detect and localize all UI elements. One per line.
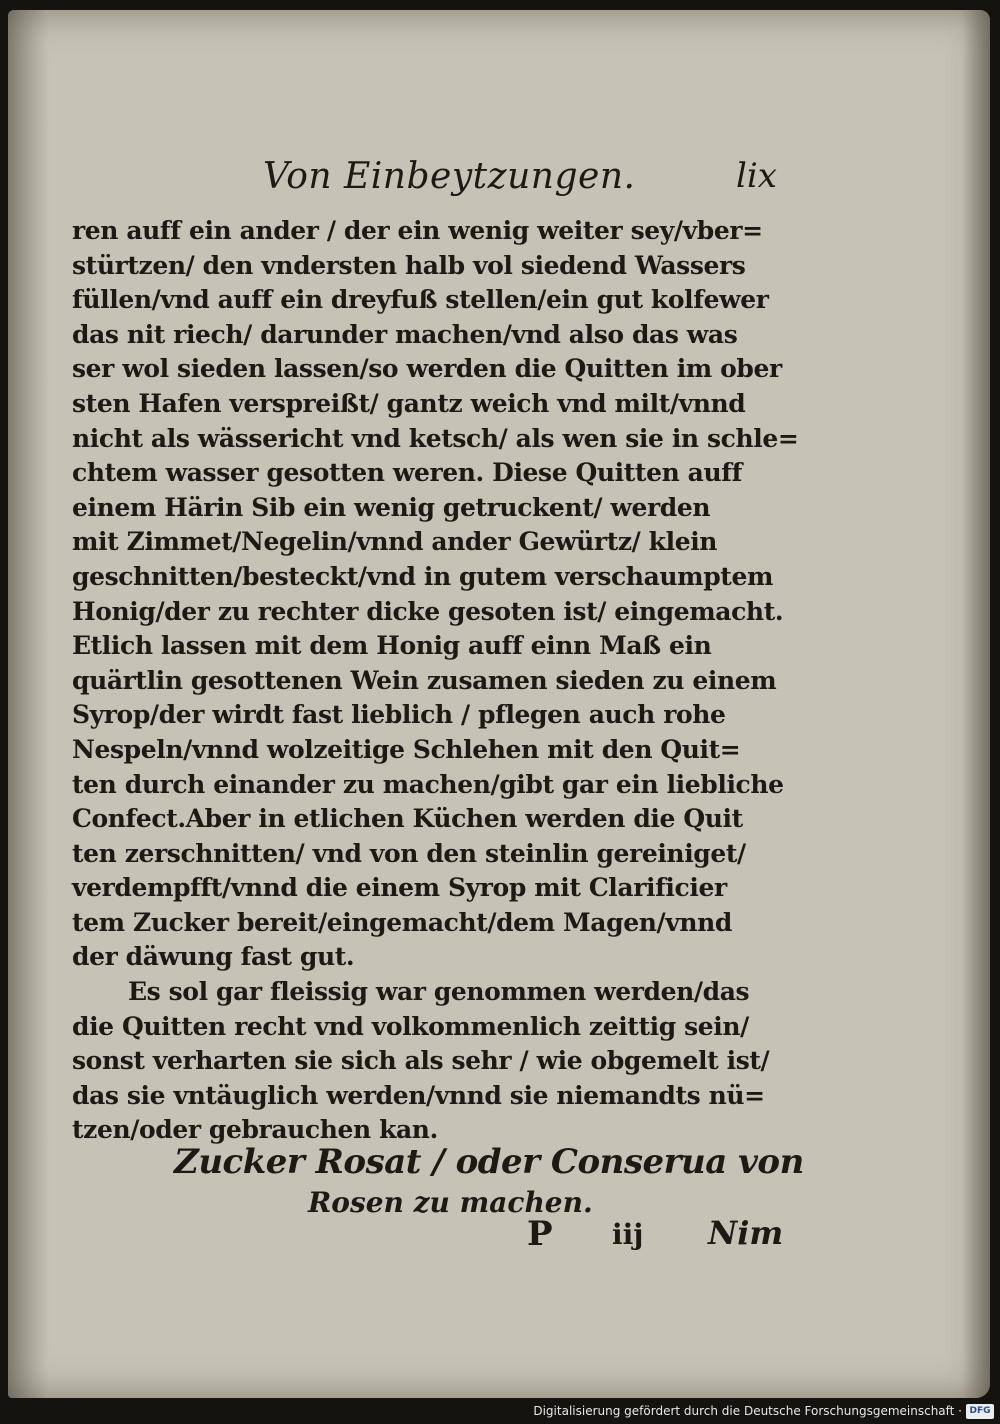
text-line: ten durch einander zu machen/gibt gar ein liebliche [72, 769, 784, 799]
text-line: Nespeln/vnnd wolzeitige Schlehen mit den Quit= [72, 734, 741, 764]
text-line: stürtzen/ den vndersten halb vol siedend Wassers [72, 250, 746, 280]
text-line: nicht als wässericht vnd ketsch/ als wen sie in schle= [72, 423, 799, 453]
text-line: Etlich lassen mit dem Honig auff einn Maß ein [72, 631, 712, 661]
digitization-credit: Digitalisierung gefördert durch die Deutsche Forschungsgemeinschaft · [533, 1404, 962, 1418]
text-line: sonst verharten sie sich als sehr / wie obgemelt ist/ [72, 1046, 770, 1076]
text-line: quärtlin gesottenen Wein zusamen sieden zu einem [72, 665, 777, 695]
page-edge-shadow [962, 10, 990, 1398]
text-line: Es sol gar fleissig war genommen werden/das [128, 977, 750, 1007]
section-heading-continued: Rosen zu machen. [308, 1186, 593, 1219]
text-line: füllen/vnd auff ein dreyfuß stellen/ein gut kolfewer [72, 285, 769, 315]
text-line: einem Härin Sib ein wenig getruckent/ werden [72, 492, 711, 522]
text-line: geschnitten/besteckt/vnd in gutem verschaumptem [72, 561, 774, 591]
signature-mark: P [527, 1214, 553, 1254]
text-line: sten Hafen verspreißt/ gantz weich vnd milt/vnnd [72, 388, 746, 418]
folio-number: lix [736, 156, 777, 196]
text-line: ser wol sieden lassen/so werden die Quitten im ober [72, 354, 782, 384]
catchword: Nim [708, 1214, 784, 1252]
dfg-logo: DFG [966, 1404, 994, 1419]
text-line: verdempfft/vnnd die einem Syrop mit Clarificier [72, 873, 727, 903]
text-line: Honig/der zu rechter dicke gesoten ist/ eingemacht. [72, 596, 784, 626]
text-line: das sie vntäuglich werden/vnnd sie niemandts nü= [72, 1080, 765, 1110]
signature-number: iij [612, 1218, 644, 1251]
running-head: Von Einbeytzungen. [263, 156, 636, 197]
text-line: ten zerschnitten/ vnd von den steinlin gereiniget/ [72, 838, 746, 868]
body-text [72, 214, 799, 1148]
section-heading: Zucker Rosat / oder Conserua von [174, 1142, 804, 1182]
text-line: Syrop/der wirdt fast lieblich / pflegen auch rohe [72, 700, 726, 730]
text-line: Confect.Aber in etlichen Küchen werden die Quit [72, 804, 743, 834]
text-line: tem Zucker bereit/eingemacht/dem Magen/vnnd [72, 907, 732, 937]
text-line: mit Zimmet/Negelin/vnnd ander Gewürtz/ klein [72, 527, 718, 557]
text-line: tzen/oder gebrauchen kan. [72, 1115, 438, 1145]
page-gutter-shadow [8, 10, 48, 1398]
text-line: die Quitten recht vnd volkommenlich zeittig sein/ [72, 1011, 749, 1041]
book-page [8, 10, 990, 1398]
text-line: ren auff ein ander / der ein wenig weiter sey/vber= [72, 216, 763, 245]
text-line: das nit riech/ darunder machen/vnd also das was [72, 319, 738, 349]
text-line: der däwung fast gut. [72, 942, 355, 972]
text-line: chtem wasser gesotten weren. Diese Quitten auff [72, 458, 742, 488]
